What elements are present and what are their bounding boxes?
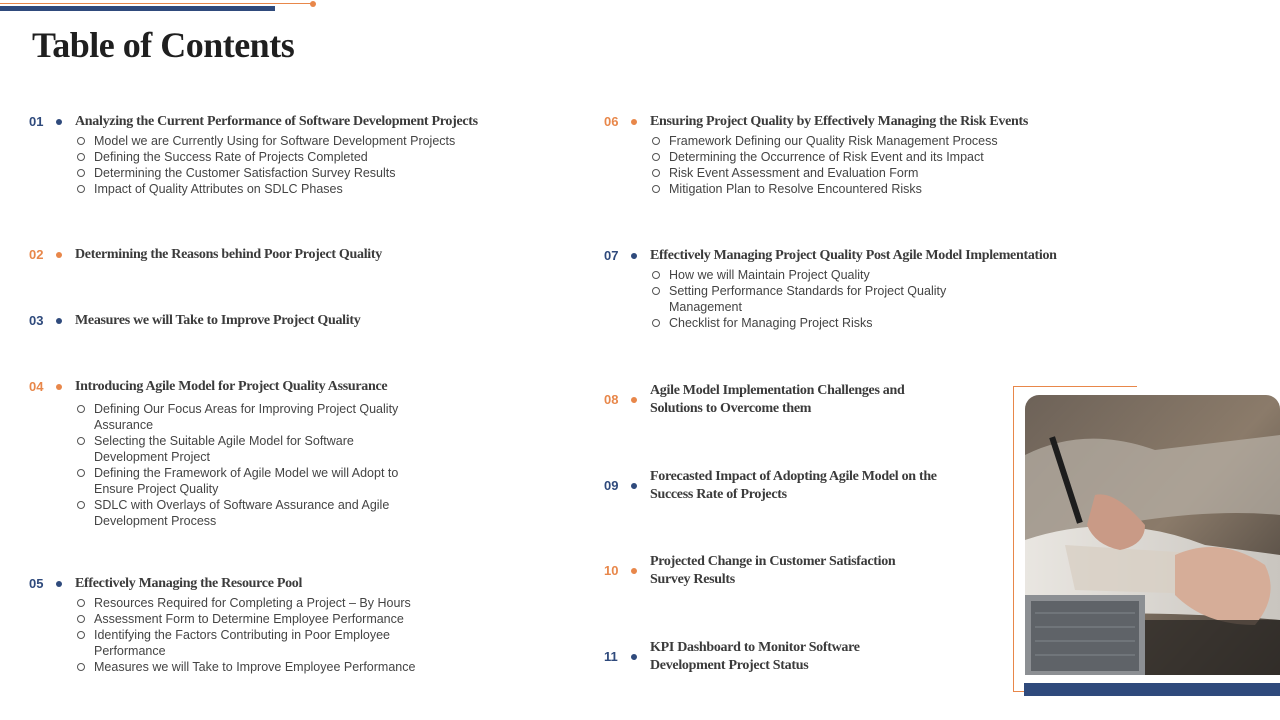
section-title: Introducing Agile Model for Project Quality Assurance — [75, 379, 388, 394]
section-number: 04 — [29, 379, 44, 394]
list-item: How we will Maintain Project Quality — [669, 267, 949, 283]
bullet-dot-icon — [56, 318, 62, 324]
section-number: 07 — [604, 248, 619, 263]
bullet-dot-icon — [56, 119, 62, 125]
section-title: Agile Model Implementation Challenges and Solutions to Overcome them — [650, 383, 905, 416]
list-item: Defining the Success Rate of Projects Completed — [94, 149, 514, 165]
list-item: Selecting the Suitable Agile Model for Software Development Project — [94, 433, 409, 465]
section-title: Determining the Reasons behind Poor Project Quality — [75, 247, 382, 262]
toc-section-06[interactable] — [604, 113, 1084, 197]
toc-section-08[interactable] — [604, 382, 944, 418]
section-number: 06 — [604, 114, 619, 129]
list-item: Framework Defining our Quality Risk Management Process — [669, 133, 1069, 149]
top-accent-dot — [310, 1, 316, 7]
list-item: Mitigation Plan to Resolve Encountered Risks — [669, 181, 1069, 197]
list-item: Measures we will Take to Improve Employee Performance — [94, 659, 439, 675]
photo-accent-bar — [1024, 683, 1280, 696]
list-item: Setting Performance Standards for Project Quality Management — [669, 283, 949, 315]
section-number: 09 — [604, 478, 619, 493]
top-accent-line — [0, 3, 312, 4]
page-title: Table of Contents — [32, 25, 295, 65]
list-item: Assessment Form to Determine Employee Performance — [94, 611, 439, 627]
list-item: Defining Our Focus Areas for Improving Project Quality Assurance — [94, 401, 409, 433]
list-item: Determining the Customer Satisfaction Survey Results — [94, 165, 514, 181]
top-accent-bar — [0, 6, 275, 11]
toc-section-11[interactable] — [604, 639, 944, 675]
list-item: Defining the Framework of Agile Model we will Adopt to Ensure Project Quality — [94, 465, 409, 497]
section-title: Forecasted Impact of Adopting Agile Model on the Success Rate of Projects — [650, 469, 937, 502]
bullet-dot-icon — [631, 568, 637, 574]
section-title: Effectively Managing Project Quality Post Agile Model Implementation — [650, 248, 1057, 263]
list-item: Resources Required for Completing a Project – By Hours — [94, 595, 439, 611]
section-number: 03 — [29, 313, 44, 328]
list-item: SDLC with Overlays of Software Assurance and Agile Development Process — [94, 497, 409, 529]
list-item: Risk Event Assessment and Evaluation Form — [669, 165, 1069, 181]
section-number: 11 — [604, 649, 618, 664]
section-title: Measures we will Take to Improve Project Quality — [75, 313, 361, 328]
bullet-dot-icon — [631, 483, 637, 489]
toc-section-02[interactable] — [29, 246, 569, 264]
section-title: Projected Change in Customer Satisfaction Survey Results — [650, 554, 896, 587]
list-item: Checklist for Managing Project Risks — [669, 315, 949, 331]
section-number: 02 — [29, 247, 44, 262]
section-number: 05 — [29, 576, 44, 591]
photo-writing-hands — [1025, 395, 1280, 675]
toc-section-05[interactable] — [29, 575, 569, 675]
toc-section-10[interactable] — [604, 553, 944, 589]
section-number: 01 — [29, 114, 44, 129]
toc-section-03[interactable] — [29, 312, 569, 330]
bullet-dot-icon — [56, 252, 62, 258]
bullet-dot-icon — [56, 581, 62, 587]
section-title: Ensuring Project Quality by Effectively Managing the Risk Events — [650, 114, 1028, 129]
toc-section-09[interactable] — [604, 468, 984, 504]
bullet-dot-icon — [56, 384, 62, 390]
section-title: Effectively Managing the Resource Pool — [75, 576, 303, 591]
toc-section-04[interactable] — [29, 378, 569, 529]
toc-section-07[interactable] — [604, 247, 1124, 331]
bullet-dot-icon — [631, 253, 637, 259]
section-title: KPI Dashboard to Monitor Software Development Project Status — [650, 640, 860, 673]
bullet-dot-icon — [631, 119, 637, 125]
bullet-dot-icon — [631, 397, 637, 403]
section-number: 10 — [604, 563, 619, 578]
list-item: Determining the Occurrence of Risk Event and its Impact — [669, 149, 1069, 165]
section-number: 08 — [604, 392, 619, 407]
list-item: Impact of Quality Attributes on SDLC Phases — [94, 181, 514, 197]
list-item: Identifying the Factors Contributing in Poor Employee Performance — [94, 627, 439, 659]
list-item: Model we are Currently Using for Software Development Projects — [94, 133, 514, 149]
toc-section-01[interactable] — [29, 113, 569, 197]
bullet-dot-icon — [631, 654, 637, 660]
section-title: Analyzing the Current Performance of Software Development Projects — [75, 114, 478, 129]
